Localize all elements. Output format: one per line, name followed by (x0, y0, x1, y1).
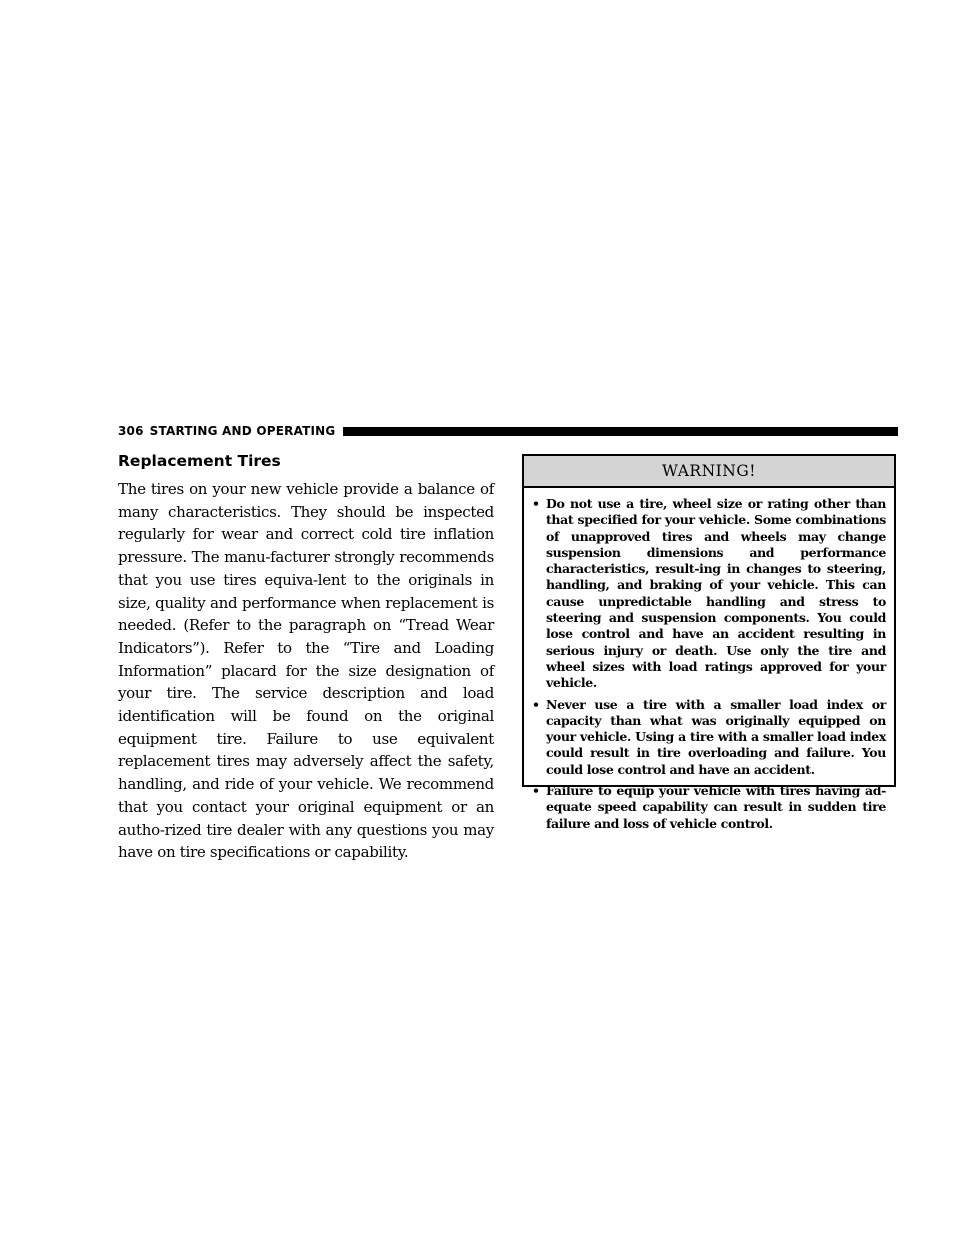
article-body: The tires on your new vehicle provide a balance of many characteristics. They should be inspected regularly for wear and correct cold tire inflation pressure. The manu-facturer strongly recommends that you use tires equiva-lent to the originals in size, quality and performance when replacement is needed. (Refer to the paragraph on “Tread Wear Indicators”). Refer to the “Tire and Loading Information” placard for the size designation of your tire. The service description and load identification will be found on the original equipment tire. Failure to use equivalent replacement tires may adversely affect the safety, handling, and ride of your vehicle. We recommend that you contact your original equipment or an autho-rized tire dealer with any questions you may have on tire specifications or capability. (118, 480, 494, 862)
page-number: 306 (118, 424, 144, 438)
section-title: STARTING AND OPERATING (149, 424, 336, 438)
warning-item (532, 496, 886, 692)
warning-item (532, 697, 886, 778)
warning-title: WARNING! (662, 462, 756, 480)
header-rule (343, 427, 898, 436)
bullet-icon: • (532, 496, 540, 511)
warning-item-text: Do not use a tire, wheel size or rating other than that specified for your vehicle. Some combinations of unapproved tires and wheels may change suspension dimensions and performance characteristics, result-ing in changes to steering, handling, and braking of your vehicle. This can cause unpredictable handling and stress to steering and suspension components. You could lose control and have an accident resulting in serious injury or death. Use only the tire and wheel sizes with load ratings approved for your vehicle. (546, 496, 886, 691)
warning-item (532, 783, 886, 832)
warning-item-text: Failure to equip your vehicle with tires having ad-equate speed capability can result in sudden tire failure and loss of vehicle control. (546, 783, 886, 831)
bullet-icon: • (532, 696, 540, 712)
warning-item-text: Never use a tire with a smaller load index or capacity than what was originally equipped on your vehicle. Using a tire with a smaller load index could result in tire overloading and failure. You could lose control and have an accident. (546, 696, 886, 777)
article-heading: Replacement Tires (118, 452, 281, 470)
warning-box (522, 454, 896, 831)
bullet-icon: • (532, 783, 540, 799)
page-header (118, 424, 898, 438)
warning-list (524, 488, 894, 832)
warning-title-bar (524, 456, 894, 488)
